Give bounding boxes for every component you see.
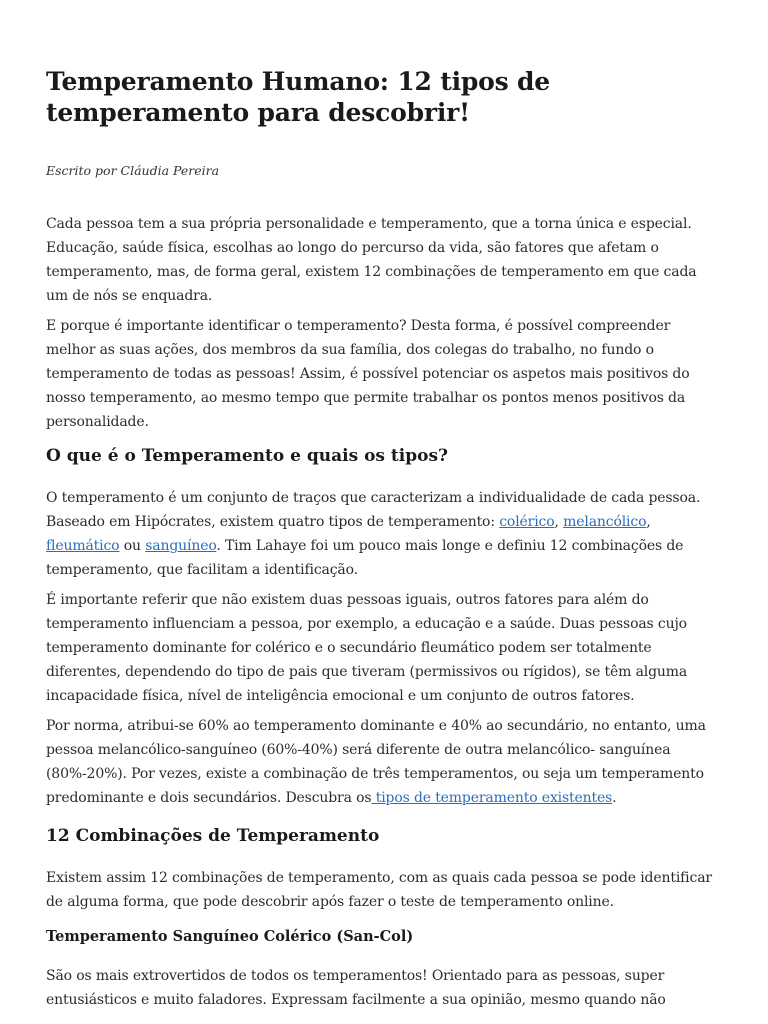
section1-paragraph-2: É importante referir que não existem duas pessoas iguais, outros fatores para além do temperamento influenciam a pessoa, por exemplo, a educação e a saúde. Duas pessoas cujo temperamento dominante for colérico e o secundário fleumático podem ser totalmente diferentes, dependendo do tipo de pais que tiveram (permissivos ou rígidos), se têm alguma incapacidade física, nível de inteligência emocional e um conjunto de outros fatores.: [46, 592, 688, 704]
s1-p1-text-a: O temperamento é um conjunto de traços que caracterizam a individualidade de cada pessoa. Baseado em Hipócrates, existem quatro tipos de temperamento:: [46, 490, 701, 530]
subsection1-paragraph-1: São os mais extrovertidos de todos os temperamentos! Orientado para as pessoas, super entusiásticos e muito faladores. Expressam facilmente a sua opinião, mesmo quando não: [46, 968, 666, 1008]
section2-paragraph-1: Existem assim 12 combinações de temperamento, com as quais cada pessoa se pode identificar de alguma forma, que pode descobrir após fazer o teste de temperamento online.: [46, 870, 712, 910]
s1-p3-text-a: Por norma, atribui-se 60% ao temperamento dominante e 40% ao secundário, no entanto, uma pessoa melancólico-sanguíneo (60%-40%) será diferente de outra melancólico- sanguínea (80%-20%). Por vezes, existe a combinação de três temperamentos, ou seja um temperamento predominante e dois secundários. Descubra os: [46, 718, 706, 806]
link-fleumatico[interactable]: fleumático: [46, 538, 120, 554]
byline: Escrito por Cláudia Pereira: [46, 163, 220, 178]
sep-3: ou: [119, 538, 146, 554]
sep-2: ,: [646, 514, 651, 530]
intro-paragraph-1: Cada pessoa tem a sua própria personalidade e temperamento, que a torna única e especial. Educação, saúde física, escolhas ao longo do percurso da vida, são fatores que afetam o temperamento, mas, de forma geral, existem 12 combinações de temperamento em que cada um de nós se enquadra.: [46, 216, 697, 304]
sep-1: ,: [554, 514, 564, 530]
section1-paragraph-3: [46, 714, 722, 810]
s1-p1-text-b: . Tim Lahaye foi um pouco mais longe e definiu 12 combinações de temperamento, que facilitam a identificação.: [46, 538, 684, 578]
section-heading-12-combinacoes: 12 Combinações de Temperamento: [46, 826, 380, 846]
link-tipos-temperamento[interactable]: tipos de temperamento existentes: [371, 790, 613, 806]
link-melancolico[interactable]: melancólico: [563, 514, 647, 530]
s1-p3-text-b: .: [612, 790, 617, 806]
link-colerico[interactable]: colérico: [499, 514, 555, 530]
intro-paragraph-2: E porque é importante identificar o temperamento? Desta forma, é possível compreender melhor as suas ações, dos membros da sua família, dos colegas do trabalho, no fundo o temperamento de todas as pessoas! Assim, é possível potenciar os aspetos mais positivos do nosso temperamento, ao mesmo tempo que permite trabalhar os pontos menos positivos da personalidade.: [46, 318, 690, 430]
section-heading-temperamento-tipos: O que é o Temperamento e quais os tipos?: [46, 446, 448, 466]
link-sanguineo[interactable]: sanguíneo: [145, 538, 217, 554]
article-title: Temperamento Humano: 12 tipos de temperamento para descobrir!: [46, 67, 551, 127]
subsection-heading-san-col: Temperamento Sanguíneo Colérico (San-Col): [46, 928, 414, 945]
section1-paragraph-1: [46, 486, 722, 582]
